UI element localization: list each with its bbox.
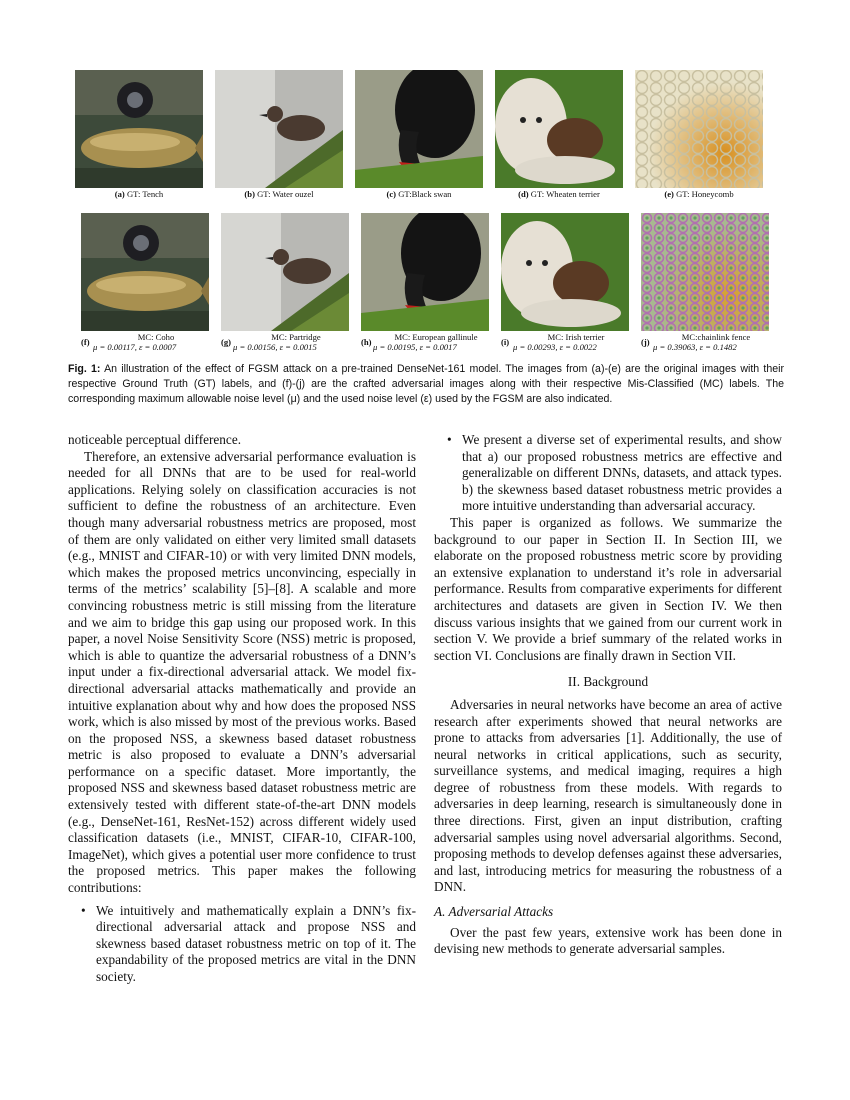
paragraph: Over the past few years, extensive work has been done in devising new methods to generate adversarial samples. <box>434 924 782 957</box>
contribution-bullet: • We present a diverse set of experimental results, and show that a) our proposed robustness metrics are effective and generalizable on different DNNs, datasets, and attack types. b) the skewness based dataset robustness metric provides a more intuitive understanding than adversarial accuracy. <box>447 432 782 514</box>
figure-caption <box>68 362 784 407</box>
section-heading: II. Background <box>567 674 649 690</box>
left-column <box>68 432 416 986</box>
caption-i: (i) MC: Irish terrier μ = 0.00293, ε = 0.0022 <box>501 332 605 352</box>
caption-f: (f) MC: Coho μ = 0.00117, ε = 0.0007 <box>81 332 177 352</box>
paragraph: This paper is organized as follows. We summarize the background to our paper in Section II. In Section III, we elaborate on the proposed robustness metric score by providing an extensive explanation to understand it’s role in adversarial performance. Results from comparative experiments for different architectures and datasets are given in Section IV. We then discuss various insights that we gained from our current work in section V. We provide a brief summary of the related works in section VI. Conclusions are finally drawn in Section VII. <box>434 514 782 663</box>
right-column <box>434 432 782 958</box>
caption-d: (d) GT: Wheaten terrier <box>518 189 600 199</box>
image-wheaten-terrier <box>495 70 623 188</box>
image-adv-partridge <box>221 213 349 331</box>
image-adv-european-gallinule <box>361 213 489 331</box>
caption-c: (c) GT:Black swan <box>386 189 452 199</box>
image-tench <box>75 70 203 188</box>
caption-a: (a) GT: Tench <box>114 189 164 199</box>
caption-e: (e) GT: Honeycomb <box>664 189 734 199</box>
caption-g: (g) MC: Partridge μ = 0.00156, ε = 0.0015 <box>221 332 321 352</box>
caption-j: (j) MC:chainlink fence μ = 0.39063, ε = 0.1482 <box>641 332 751 352</box>
image-adv-coho <box>81 213 209 331</box>
image-honeycomb <box>635 70 763 188</box>
bullet-icon: • <box>81 902 86 918</box>
caption-b: (b) GT: Water ouzel <box>244 189 314 199</box>
image-adv-chainlink-fence <box>641 213 769 331</box>
image-water-ouzel <box>215 70 343 188</box>
caption-h: (h) MC: European gallinule μ = 0.00195, ε = 0.0017 <box>361 332 478 352</box>
contribution-bullet: • We intuitively and mathematically explain a DNN’s fix-directional adversarial attack and propose NSS and skewness based dataset robustness metric on top of it. The expandability of the proposed metrics are vital in the DNN society. <box>81 902 416 984</box>
figure-caption-text: An illustration of the effect of FGSM attack on a pre-trained DenseNet-161 model. The images from (a)-(e) are the original images with their respective Ground Truth (GT) labels, and (f)-(j) are the crafted adversarial images along with their respective Mis-Classified (MC) labels. The corresponding maximum allowable noise level (μ) and the used noise level (ε) used by the FGSM are also indicated. <box>68 363 785 405</box>
bullet-icon: • <box>447 432 452 447</box>
image-black-swan <box>355 70 483 188</box>
paragraph: Therefore, an extensive adversarial performance evaluation is needed for all DNNs that are to be used for real-world applications. Relying solely on classification accuracies is not sufficient to define the robustness of an architecture. Even though many adversarial robustness metrics are proposed, most of them are only validated on either very limited small datasets (e.g., MNIST and CIFAR-10) or with very limited DNN models, which makes the proposed metrics unconvincing, especially in terms of the metrics’ scalability [5]–[8]. A scalable and more convincing robustness metric is still missing from the literature and we aim to bridge this gap using our proposed work. In this paper, a novel Noise Sensitivity Score (NSS) metric is proposed, which is able to quantize the adversarial robustness of a DNN’s input under a fix-directional adversarial attack. We model fix-directional adversarial attacks mathematically and provide an intuitive explanation about why and how does the proposed NSS work, which is also missed by most of the previous works. Based on the proposed NSS, a skewness based dataset robustness metric is also proposed to evaluate a DNN’s adversarial performance on a specific dataset. More importantly, the proposed NSS and skewness based dataset robustness metric are extensively tested with different state-of-the-art DNN models (e.g., DenseNet-161, ResNet-152) across different widely used classification datasets (i.e., MNIST, CIFAR-10, CIFAR-100, ImageNet), which gives a potential user more confidence to trust the proposed metrics. This paper makes the following contributions: <box>68 448 416 896</box>
paragraph: noticeable perceptual difference. <box>68 432 242 447</box>
paragraph: Adversaries in neural networks have become an area of active research after experiments showed that neural networks are prone to attacks from adversaries [1]. Additionally, the use of neural networks in critical applications, such as security, surveillance systems, and medical imaging, requires a high degree of robustness from these models. With regards to adversaries in deep learning, research is simultaneously done in three directions. First, given an input distribution, crafting adversarial samples using novel adversarial algorithms. Second, proposing methods to develop defenses against these adversaries, and last, introducing metrics for measuring the robustness of a DNN. <box>434 696 782 895</box>
figure-label: Fig. 1: <box>68 363 101 375</box>
image-adv-irish-terrier <box>501 213 629 331</box>
subsection-heading: A. Adversarial Attacks <box>434 904 554 920</box>
